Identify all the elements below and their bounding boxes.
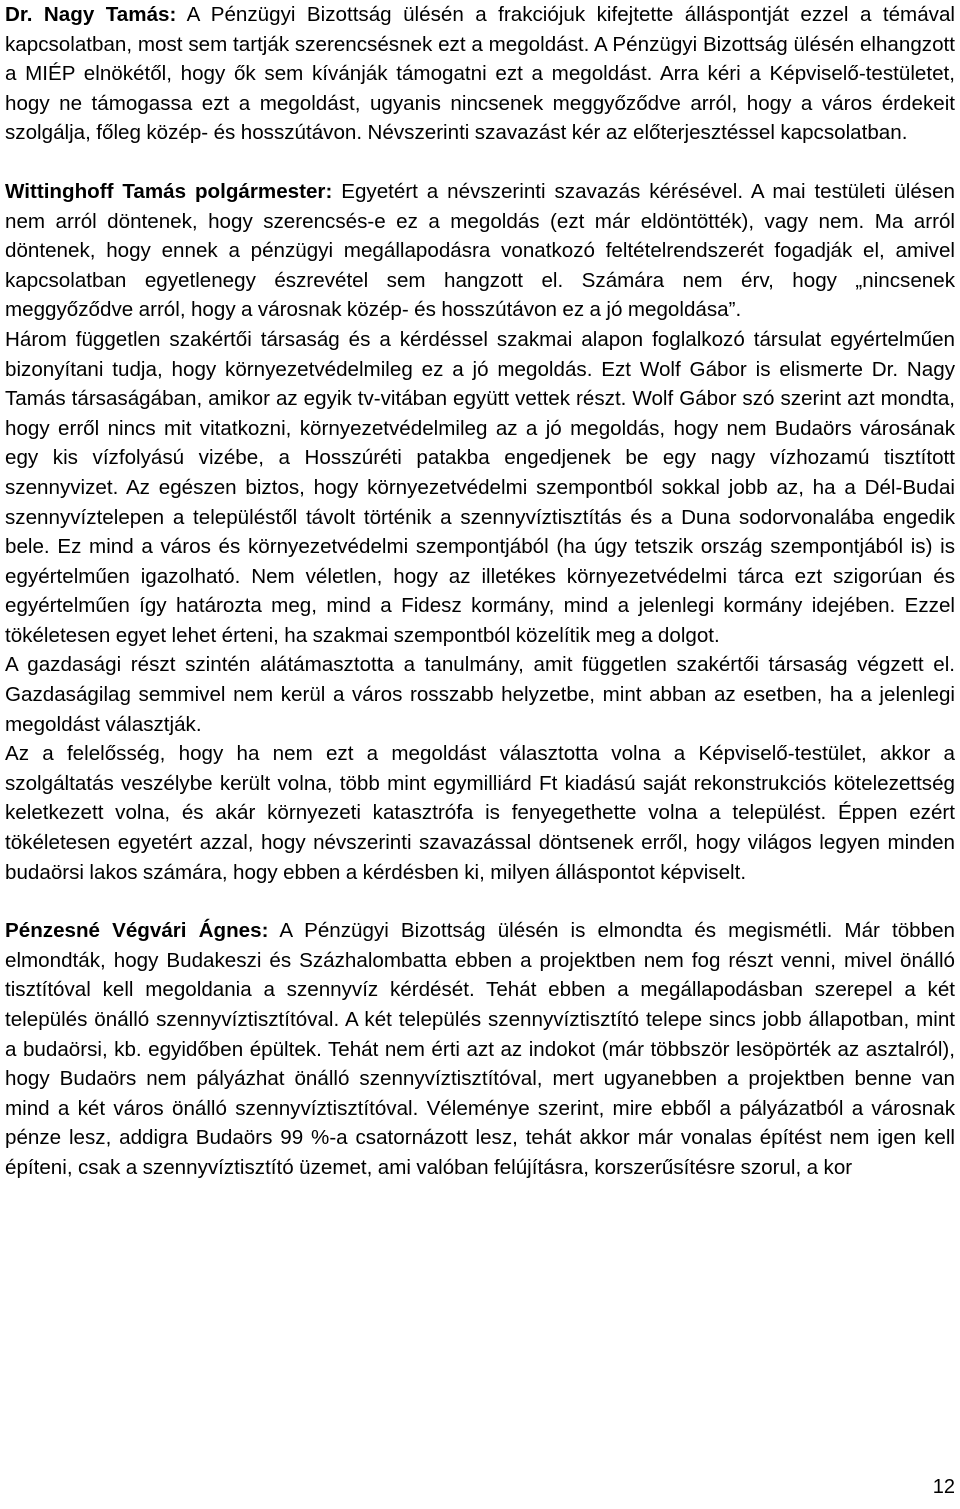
paragraph-text: Az a felelősség, hogy ha nem ezt a megoldást választotta volna a Képviselő-testület, akkor a szolgáltatás veszélybe került volna, több mint egymilliárd Ft kiadású saját rekonstrukciós kötelezettség keletkezett volna, és akár környezeti katasztrófa is fenyegethette volna a települést. Éppen ezért tökéletesen egyetért azzal, hogy névszerinti szavazással döntsenek erről, hogy világos legyen minden budaörsi lakos számára, hogy ebben a kérdésben ki, milyen álláspontot képviselt. bbox=[5, 742, 955, 884]
paragraph-experts bbox=[5, 325, 955, 651]
paragraph-nagy-tamas bbox=[5, 0, 955, 148]
speaker-name: Wittinghoff Tamás polgármester: bbox=[5, 179, 333, 203]
paragraph-economic bbox=[5, 650, 955, 739]
document-page bbox=[5, 0, 955, 1183]
page-number: 12 bbox=[932, 1476, 955, 1498]
speaker-name: Dr. Nagy Tamás: bbox=[5, 3, 177, 26]
paragraph-text: Három független szakértői társaság és a kérdéssel szakmai alapon foglalkozó társulat egyértelműen bizonyítani tudja, hogy környezetvédelmileg ez a jó megoldás. Ezt Wolf Gábor is elismerte Dr. Nagy Tamás társaságában, amikor az egyik tv-vitában együtt vettek részt. Wolf Gábor szó szerint azt mondta, hogy erről nincs mit vitatkozni, környezetvédelmileg az a jó megoldás, hogy nem Budaörs városának egy kis vízfolyású vizébe, a Hosszúréti patakba engedjenek be egy nagy vízhozamú tisztított szennyvizet. Az egészen biztos, hogy környezetvédelmi szempontból sokkal jobb az, ha a Dél-Budai szennyvíztelepen a településtől távolt történik a szennyvíztisztítás és a Duna sodorvonalába engedik bele. Ez mind a város és környezetvédelmi szempontjából (ha úgy tetszik ország szempontjából is) is egyértelműen igazolható. Nem véletlen, hogy az illetékes környezetvédelmi tárca ezt szigorúan és egyértelműen így határozta meg, mind a Fidesz kormány, mind a jelenlegi kormány idejében. Ezzel tökéletesen egyet lehet érteni, ha szakmai szempontból közelítik meg a dolgot. bbox=[5, 327, 955, 647]
paragraph-wittinghoff bbox=[5, 177, 955, 325]
speaker-name: Pénzesné Végvári Ágnes: bbox=[5, 919, 269, 943]
paragraph-responsibility bbox=[5, 739, 955, 887]
paragraph-text: Egyetért a névszerinti szavazás kérésével. A mai testületi ülésen nem arról döntenek, hogy szerencsés-e ez a megoldás (ezt már eldöntötték), vagy nem. Ma arról döntenek, hogy ennek a pénzügyi megállapodásra vonatkozó feltételrendszerét fogadják el, amivel kapcsolatban egyetlenegy észrevétel sem hangzott el. Számára nem érv, hogy „nincsenek meggyőződve arról, hogy a városnak közép- és hosszútávon ez a jó megoldása”. bbox=[5, 179, 956, 322]
paragraph-text: A Pénzügyi Bizottság ülésén a frakciójuk kifejtette álláspontját ezzel a témával kapcsolatban, most sem tartják szerencsésnek ezt a megoldást. A Pénzügyi Bizottság ülésén elhangzott a MIÉP elnökétől, hogy ők sem kívánják támogatni ezt a megoldást. Arra kéri a Képviselő-testületet, hogy ne támogassa ezt a megoldást, ugyanis nincsenek meggyőződve arról, hogy a város érdekeit szolgálja, főleg közép- és hosszútávon. Névszerinti szavazást kér az előterjesztéssel kapcsolatban. bbox=[5, 3, 955, 145]
paragraph-text: A Pénzügyi Bizottság ülésén is elmondta és megismétli. Már többen elmondták, hogy Budakeszi és Százhalombatta ebben a projektben nem fog részt venni, mivel önálló tisztítóval kell megoldania a szennyvíz kérdését. Tehát ebben a megállapodásban szerepel a két település önálló szennyvíztisztítóval. A két település szennyvíztisztító telepe sincs jobb állapotban, mint a budaörsi, kb. egyidőben épültek. Tehát nem érti azt az indokot (már többször lesöpörték az asztalról), hogy Budaörs nem pályázhat önálló szennyvíztisztítóval, mert ugyanebben a projektben benne van mind a két város önálló szennyvíztisztítóval. Véleménye szerint, mire ebből a pályázatból a városnak pénze lesz, addigra Budaörs 99 %-a csatornázott lesz, tehát akkor már vonalas építést nem igen kell építeni, csak a szennyvíztisztító üzemet, ami valóban felújításra, korszerűsítésre szorul, a kor bbox=[5, 919, 955, 1179]
paragraph-text: A gazdasági részt szintén alátámasztotta a tanulmány, amit független szakértői társaság végzett el. Gazdaságilag semmivel nem kerül a város rosszabb helyzetbe, mint abban az esetben, ha a jelenlegi megoldást választják. bbox=[5, 653, 955, 736]
paragraph-penzesne bbox=[5, 916, 955, 1182]
